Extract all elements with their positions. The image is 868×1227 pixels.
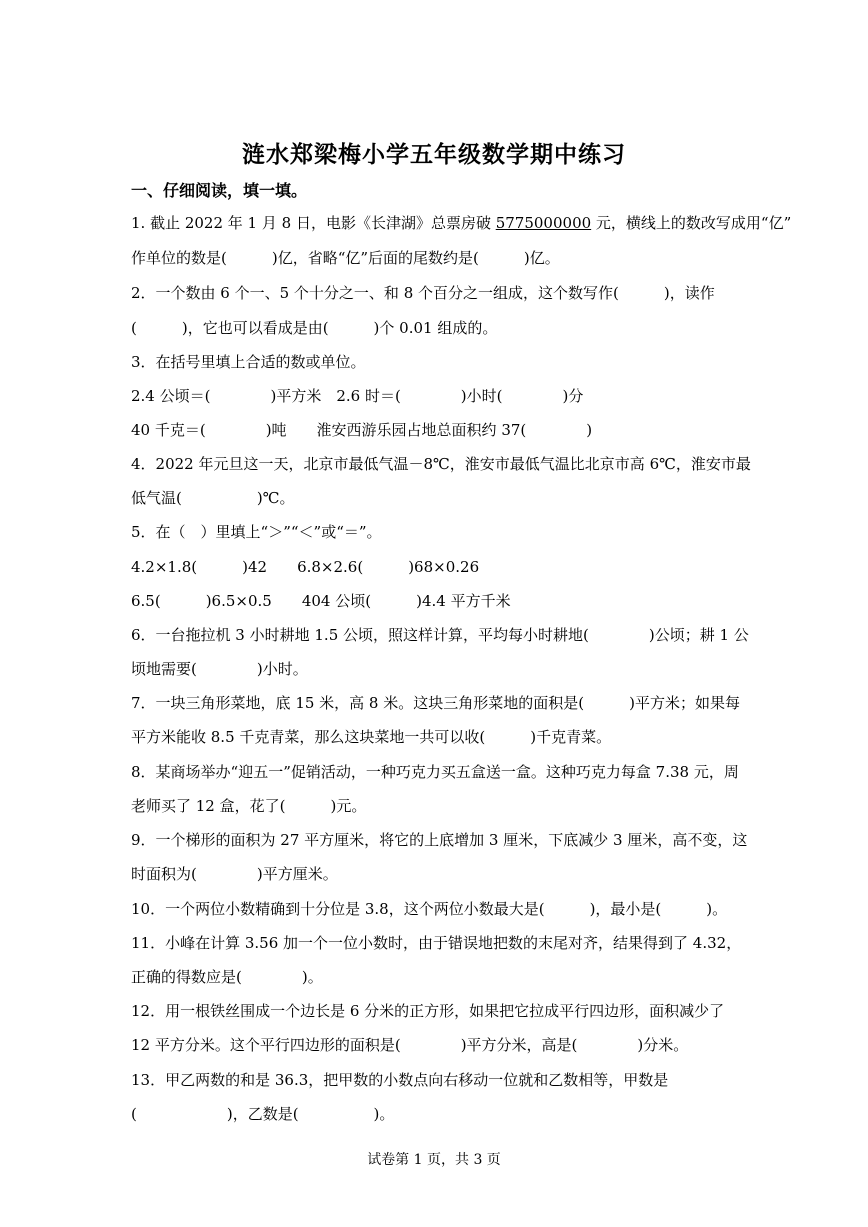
question-13-line-1: 13．甲乙两数的和是 36.3，把甲数的小数点向右移动一位就和乙数相等，甲数是	[131, 1071, 669, 1089]
question-10-line-1: 10．一个两位小数精确到十分位是 3.8，这个两位小数最大是( )，最小是( )。	[131, 900, 728, 918]
question-4-line-1: 4．2022 年元旦这一天，北京市最低气温－8℃，淮安市最低气温比北京市高 6℃，淮安市最	[131, 455, 751, 473]
question-5-line-1: 5．在（ ）里填上“＞”“＜”或“＝”。	[131, 523, 382, 541]
question-3-line-1: 3．在括号里填上合适的数或单位。	[131, 353, 366, 371]
question-2-line-2: ( )，它也可以看成是由( )个 0.01 组成的。	[131, 319, 498, 337]
question-3-line-2: 2.4 公顷＝( )平方米 2.6 时＝( )小时( )分	[131, 387, 584, 405]
question-7-line-1: 7．一块三角形菜地，底 15 米，高 8 米。这块三角形菜地的面积是( )平方米；如果每	[131, 694, 740, 712]
question-7-line-2: 平方米能收 8.5 千克青菜，那么这块菜地一共可以收( )千克青菜。	[131, 728, 612, 746]
question-11-line-1: 11．小峰在计算 3.56 加一个一位小数时，由于错误地把数的末尾对齐，结果得到了 4.32，	[131, 934, 742, 952]
question-9-line-2: 时面积为( )平方厘米。	[131, 865, 338, 883]
question-1-line-2: 作单位的数是( )亿，省略“亿”后面的尾数约是( )亿。	[131, 249, 560, 267]
question-9-line-1: 9．一个梯形的面积为 27 平方厘米，将它的上底增加 3 厘米，下底减少 3 厘米，高不变，这	[131, 831, 748, 849]
question-12-line-1: 12．用一根铁丝围成一个边长是 6 分米的正方形，如果把它拉成平行四边形，面积减少了	[131, 1002, 725, 1020]
question-5-line-2: 4.2×1.8( )42 6.8×2.6( )68×0.26	[131, 558, 480, 576]
question-11-line-2: 正确的得数应是( )。	[131, 968, 323, 986]
question-4-line-2: 低气温( )℃。	[131, 489, 295, 507]
underlined-number: 5775000000	[495, 214, 592, 232]
question-5-line-3: 6.5( )6.5×0.5 404 公顷( )4.4 平方千米	[131, 592, 511, 610]
question-1-line-1: 1. 截止 2022 年 1 月 8 日，电影《长津湖》总票房破 5775000000 元，横线上的数改写成用“亿”	[131, 214, 792, 232]
page-footer: 试卷第 1 页，共 3 页	[367, 1152, 501, 1168]
question-6-line-2: 顷地需要( )小时。	[131, 660, 308, 678]
question-6-line-1: 6．一台拖拉机 3 小时耕地 1.5 公顷，照这样计算，平均每小时耕地( )公顷；耕 1 公	[131, 626, 749, 644]
question-3-line-3: 40 千克＝( )吨 淮安西游乐园占地总面积约 37( )	[131, 421, 593, 439]
question-8-line-1: 8．某商场举办“迎五一”促销活动，一种巧克力买五盒送一盒。这种巧克力每盒 7.38 元，周	[131, 763, 739, 781]
question-12-line-2: 12 平方分米。这个平行四边形的面积是( )平方分米，高是( )分米。	[131, 1036, 689, 1054]
question-8-line-2: 老师买了 12 盒，花了( )元。	[131, 797, 367, 815]
question-2-line-1: 2．一个数由 6 个一、5 个十分之一、和 8 个百分之一组成，这个数写作( )，读作	[131, 284, 715, 302]
section-heading: 一、仔细阅读，填一填。	[131, 181, 308, 200]
page-title: 涟水郑梁梅小学五年级数学期中练习	[242, 141, 626, 168]
question-13-line-2: ( )，乙数是( )。	[131, 1105, 395, 1123]
